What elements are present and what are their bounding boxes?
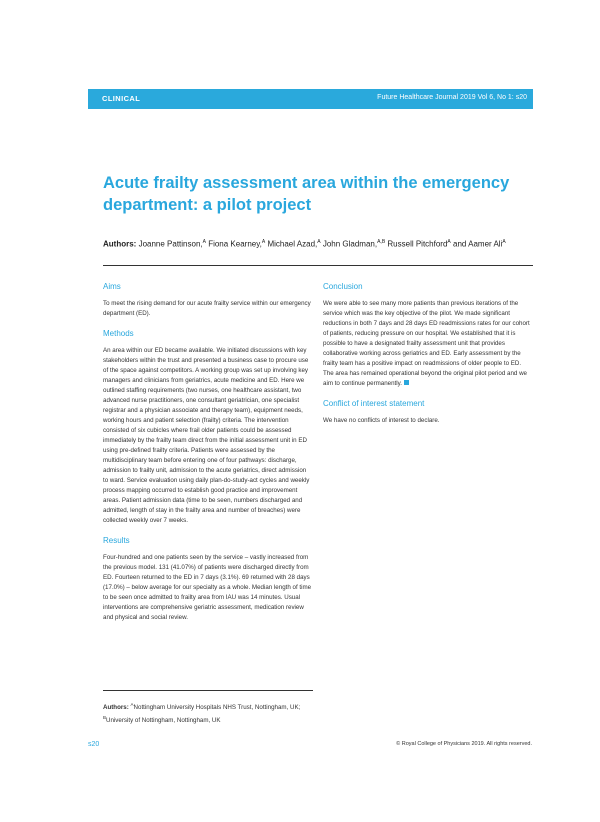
end-of-article-icon (404, 380, 409, 385)
footnote-divider (103, 690, 313, 691)
affiliation-marker: B (103, 715, 107, 721)
results-text: Four-hundred and one patients seen by the service – vastly increased from the previous model. 131 (41.07%) of patients were discharged directly from ED. Fourteen returned to the ED in 7 days (3.1%). 69 returned with 28 days (17.0%) – below average for our specialty as a whole. Median length of time to be seen once admitted to frailty area from IAU was 14 minutes. Usual interventions are comprehensive geriatric assessment, medication review and physical and social review. (103, 554, 312, 621)
affiliation-marker: A (130, 702, 134, 707)
affiliation-b: University of Nottingham, Nottingham, UK (106, 717, 221, 725)
left-column (103, 276, 313, 632)
footnote-label: Authors: (103, 704, 129, 712)
affiliation-a: Nottingham University Hospitals NHS Trust, Nottingham, UK; (133, 704, 301, 712)
page-number: s20 (88, 741, 100, 748)
author-name: Russell Pitchford (387, 239, 448, 249)
author-affiliation: A (502, 239, 506, 245)
author-name: John Gladman, (322, 239, 378, 249)
conclusion-text: We were able to see many more patients than previous iterations of the service which was the key objective of the pilot. We made significant reductions in both 7 days and 28 days ED readmissions rates for our cohort of patients, reducing pressure on our hospital. We established that it is possible to have a designated frailty assessment unit that provides collaborative working across geriatrics and ED. Early assessment by the frailty team has a positive impact on readmissions of older people to ED. The area has remained operational beyond the original pilot period and we aim to continue permanently. (323, 300, 530, 387)
results-heading: Results (103, 536, 130, 545)
author-affiliation: A (261, 239, 266, 245)
author-name: and Aamer Ali (453, 239, 503, 249)
article-title: Acute frailty assessment area within the emergency department: a pilot project (103, 174, 510, 214)
title-divider (103, 265, 533, 266)
methods-text: An area within our ED became available. We initiated discussions with key stakeholders within the trust and presented a business case to procure use of the space against competitors. A working group was set up involving key managers and clinicians from geriatrics, acute medicine and ED. Here we outlined staffing requirements (two nurses, one healthcare assistant, two advanced nurse practitioners, one consultant geriatrician, one specialist registrar and a physician associate and therapy team), equipment needs, working hours and patient selection (frailty) criteria. The intervention consisted of six cubicles where frail older patients could be assessed immediately by the frailty team direct from the initial assessment unit in ED using pre-defined frailty criteria. Patients were assessed by the multidisciplinary team before entering one of four pathways: discharge, admission to frailty unit, admission to the acute geriatrics, direct admission to ward. Service evaluation using daily plan-do-study-act cycles and weekly process mapping occurred to establish good practice and improvement areas. Patient admission data (time to be seen, numbers discharged and admitted, length of stay in the frailty area and number of breaches) were collected weekly over 7 weeks. (103, 347, 310, 524)
affiliations-footnote (103, 700, 323, 726)
author-line (103, 239, 543, 249)
methods-heading: Methods (103, 329, 134, 338)
copyright-notice: © Royal College of Physicians 2019. All rights reserved. (396, 741, 532, 747)
author-affiliation: A (447, 239, 451, 245)
conclusion-heading: Conclusion (323, 282, 363, 291)
author-affiliation: A (202, 239, 206, 245)
journal-citation: Future Healthcare Journal 2019 Vol 6, No 1: s20 (377, 94, 527, 101)
author-name: Joanne Pattinson, (138, 239, 203, 249)
conflict-text: We have no conflicts of interest to declare. (323, 417, 440, 424)
author-name: Michael Azad, (267, 239, 318, 249)
author-name: Fiona Kearney, (208, 239, 262, 249)
aims-text: To meet the rising demand for our acute frailty service within our emergency department (ED). (103, 300, 311, 317)
aims-heading: Aims (103, 282, 121, 291)
section-label: CLINICAL (102, 94, 141, 103)
author-affiliation: A (317, 239, 321, 245)
header-banner (88, 89, 533, 109)
right-column (323, 276, 533, 435)
authors-label: Authors: (103, 239, 137, 249)
conflict-heading: Conflict of interest statement (323, 399, 425, 408)
author-affiliation: A,B (377, 239, 386, 245)
